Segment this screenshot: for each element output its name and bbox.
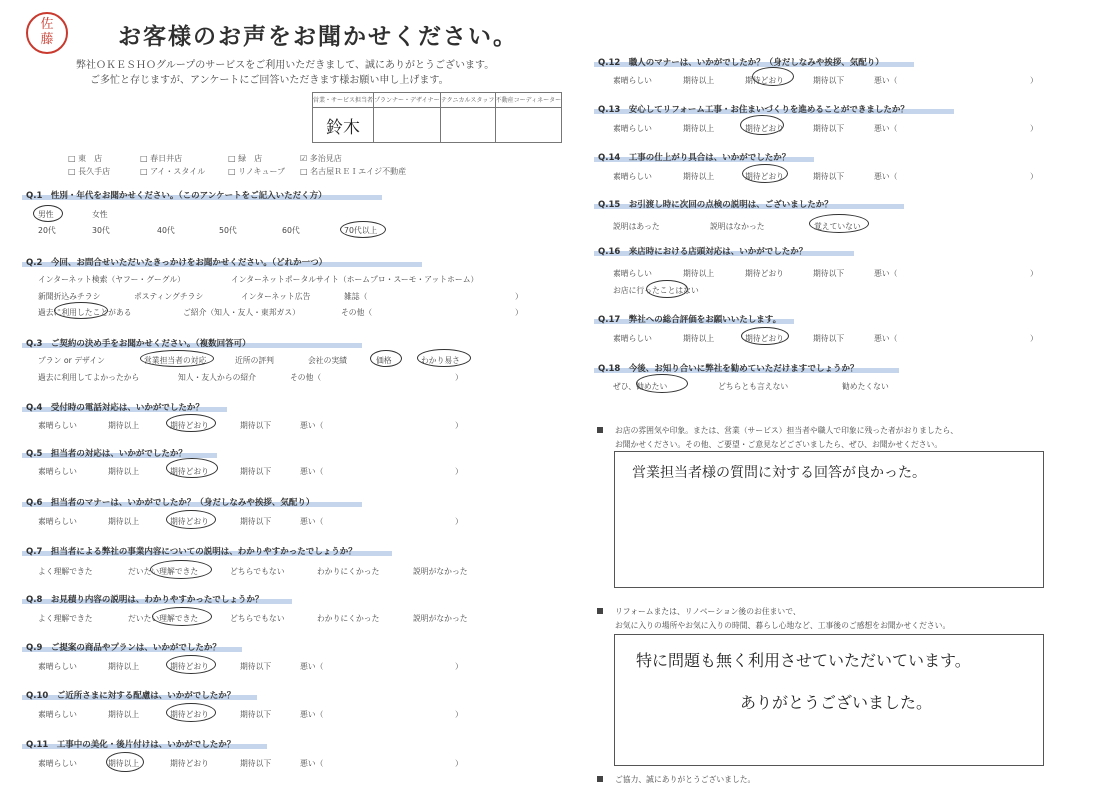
intro-line-2: ご多忙と存じますが、アンケートにご回答いただきます様お願い申し上げます。 — [90, 75, 449, 86]
answer-circle — [166, 703, 216, 722]
footer-thanks: ご協力、誠にありがとうございました。 — [615, 775, 756, 784]
store-option[interactable]: □ 名古屋ＲＥＩエイジ不動産 — [300, 167, 407, 176]
q12-option[interactable]: 期待以上 — [683, 76, 715, 85]
staff-sales-cell — [313, 108, 374, 143]
q14-option[interactable]: 期待どおり — [745, 172, 784, 181]
q17-option[interactable]: 期待以上 — [683, 334, 715, 343]
question-17: Q.17 弊社への総合評価をお願いいたします。 — [598, 315, 782, 325]
staff-header-technical: テクニカルスタッフ — [440, 93, 495, 108]
q15-option[interactable]: 説明はあった — [613, 222, 660, 231]
q12-bracket: ） — [1030, 76, 1038, 85]
q14-option[interactable]: 期待以下 — [813, 172, 845, 181]
comment1-prompt-2: お聞かせください。その他、ご要望・ご意見などございましたら、ぜひ、お聞かせください。 — [615, 440, 943, 449]
q7-option[interactable]: よく理解できた — [38, 567, 93, 576]
q4-option[interactable]: 期待以上 — [108, 421, 140, 430]
comment2-handwriting-2: ありがとうございました。 — [740, 693, 933, 712]
q7-option[interactable]: わかりにくかった — [317, 567, 380, 576]
question-4: Q.4 受付時の電話対応は、いかがでしたか？ — [26, 403, 204, 413]
q1-option[interactable]: 男性 — [38, 210, 54, 219]
q3-option[interactable]: 近所の評判 — [235, 356, 274, 365]
q2-option[interactable]: 雑誌（ — [344, 292, 368, 301]
q10-option[interactable]: 期待以上 — [108, 710, 140, 719]
answer-circle — [646, 280, 688, 298]
q12-option[interactable]: 素晴らしい — [613, 76, 652, 85]
q13-bracket: ） — [1030, 124, 1038, 133]
intro-line-1: 弊社ＯＫＥＳＨＯグループのサービスをご利用いただきまして、誠にありがとうございます。 — [76, 60, 495, 71]
answer-circle — [417, 349, 471, 367]
q5-option[interactable]: 悪い（ — [300, 467, 324, 476]
q11-option[interactable]: 期待以上 — [108, 759, 140, 768]
answer-circle — [106, 752, 144, 772]
q13-option[interactable]: 期待以下 — [813, 124, 845, 133]
answer-circle — [809, 214, 869, 233]
question-1: Q.1 性別・年代をお聞かせください。（このアンケートをご記入いただく方） — [26, 191, 327, 201]
answer-circle — [54, 302, 108, 319]
q9-option[interactable]: 悪い（ — [300, 662, 324, 671]
comment2-prompt-1: リフォームまたは、リノベーション後のお住まいで、 — [615, 607, 801, 616]
comment2-handwriting-1: 特に問題も無く利用させていただいています。 — [636, 651, 971, 670]
question-8: Q.8 お見積り内容の説明は、わかりやすかったでしょうか？ — [26, 595, 264, 605]
q4-option[interactable]: 悪い（ — [300, 421, 324, 430]
q3-option[interactable]: 営業担当者の対応 — [144, 356, 207, 365]
q6-option[interactable]: 素晴らしい — [38, 517, 77, 526]
section-bullet — [597, 427, 603, 433]
q13-option[interactable]: 素晴らしい — [613, 124, 652, 133]
q7-option[interactable]: 説明がなかった — [413, 567, 468, 576]
q2-option[interactable]: インターネットポータルサイト（ホームプロ・スーモ・アットホーム） — [231, 275, 479, 284]
q2-option[interactable]: その他（ — [341, 308, 373, 317]
q3-option[interactable]: 会社の実績 — [308, 356, 347, 365]
q2-option[interactable]: ご紹介（知人・友人・東邦ガス） — [183, 308, 300, 317]
q2-option[interactable]: インターネット広告 — [241, 292, 311, 301]
q7-option[interactable]: だいたい理解できた — [128, 567, 199, 576]
q3-option[interactable]: その他（ — [290, 373, 322, 382]
q2-option[interactable]: 新聞折込みチラシ — [38, 292, 101, 301]
question-2: Q.2 今回、お問合せいただいたきっかけをお聞かせください。（どれか一つ） — [26, 258, 328, 268]
q9-bracket: ） — [455, 662, 463, 671]
q8-option[interactable]: 説明がなかった — [413, 614, 468, 623]
question-11: Q.11 工事中の美化・後片付けは、いかがでしたか？ — [26, 740, 236, 750]
q2-option[interactable]: インターネット検索（ヤフー・グーグル） — [38, 275, 185, 284]
q12-option[interactable]: 悪い（ — [874, 76, 898, 85]
staff-header-planner: プランナー・デザイナー — [374, 93, 441, 108]
q14-option[interactable]: 悪い（ — [874, 172, 898, 181]
q1-option[interactable]: 40代 — [157, 226, 175, 235]
store-option[interactable]: □ 緑 店 — [228, 154, 263, 163]
staff-technical-cell — [440, 108, 495, 143]
store-option[interactable]: □ リノキューブ — [228, 167, 286, 176]
q4-option[interactable]: 期待どおり — [170, 421, 209, 430]
q2-option[interactable]: ポスティングチラシ — [134, 292, 204, 301]
q1-option[interactable]: 50代 — [219, 226, 237, 235]
staff-planner-cell — [374, 108, 441, 143]
answer-circle — [33, 205, 63, 222]
answer-circle — [752, 67, 794, 86]
q13-option[interactable]: 期待どおり — [745, 124, 784, 133]
store-option[interactable]: □ 長久手店 — [68, 167, 111, 176]
question-13: Q.13 安心してリフォーム工事・お住まいづくりを進めることができましたか？ — [598, 105, 909, 115]
q3-option[interactable]: 価格 — [376, 356, 392, 365]
q8-option[interactable]: どちらでもない — [230, 614, 285, 623]
q17-option[interactable]: 素晴らしい — [613, 334, 652, 343]
q4-bracket: ） — [455, 421, 463, 430]
q18-option[interactable]: ぜひ、勧めたい — [613, 382, 668, 391]
q16-option[interactable]: 悪い（ — [874, 269, 898, 278]
answer-circle — [166, 510, 216, 529]
q5-option[interactable]: 期待どおり — [170, 467, 209, 476]
answer-circle — [740, 115, 784, 135]
q16-option[interactable]: お店に行ったことはない — [613, 286, 699, 295]
comment1-handwriting: 営業担当者様の質問に対する回答が良かった。 — [632, 465, 926, 481]
q9-option[interactable]: 期待どおり — [170, 662, 209, 671]
question-3: Q.3 ご契約の決め手をお聞かせください。（複数回答可） — [26, 339, 251, 349]
section-bullet — [597, 608, 603, 614]
q10-option[interactable]: 悪い（ — [300, 710, 324, 719]
q11-option[interactable]: 悪い（ — [300, 759, 324, 768]
answer-circle — [370, 350, 402, 367]
q3-bracket: ） — [455, 373, 463, 382]
q8-option[interactable]: よく理解できた — [38, 614, 93, 623]
q2-option[interactable]: 過去に利用したことがある — [38, 308, 132, 317]
answer-circle — [636, 374, 688, 393]
q12-option[interactable]: 期待どおり — [745, 76, 784, 85]
q14-option[interactable]: 期待以上 — [683, 172, 715, 181]
question-16: Q.16 来店時における店頭対応は、いかがでしたか？ — [598, 247, 808, 257]
comment1-prompt-1: お店の雰囲気や印象。または、営業（サービス）担当者や職人で印象に残った者がおりましたら、 — [615, 426, 959, 435]
question-7: Q.7 担当者による弊社の事業内容についての説明は、わかりやすかったでしょうか？ — [26, 547, 357, 557]
q4-option[interactable]: 素晴らしい — [38, 421, 77, 430]
q16-option[interactable]: 素晴らしい — [613, 269, 652, 278]
page-title: お客様のお声をお聞かせください。 — [118, 24, 518, 50]
q9-option[interactable]: 期待以下 — [240, 662, 272, 671]
q6-bracket: ） — [455, 517, 463, 526]
q18-option[interactable]: 勧めたくない — [842, 382, 889, 391]
q6-option[interactable]: 期待どおり — [170, 517, 209, 526]
q16-option[interactable]: 期待以下 — [813, 269, 845, 278]
q17-option[interactable]: 悪い（ — [874, 334, 898, 343]
q16-option[interactable]: 期待以上 — [683, 269, 715, 278]
answer-circle — [166, 414, 216, 432]
question-6: Q.6 担当者のマナーは、いかがでしたか？（身だしなみや挨拶、気配り） — [26, 498, 315, 508]
q8-option[interactable]: わかりにくかった — [317, 614, 380, 623]
question-10: Q.10 ご近所さまに対する配慮は、いかがでしたか？ — [26, 691, 236, 701]
q12-option[interactable]: 期待以下 — [813, 76, 845, 85]
comment2-prompt-2: お気に入りの場所やお気に入りの時間、暮らし心地など、工事後のご感想をお聞かせください。 — [615, 621, 951, 630]
q11-option[interactable]: 期待以下 — [240, 759, 272, 768]
sales-name: 鈴木 — [326, 117, 360, 138]
staff-table — [312, 92, 562, 143]
q3-option[interactable]: 知人・友人からの紹介 — [178, 373, 256, 382]
q10-option[interactable]: 期待どおり — [170, 710, 209, 719]
q1-option[interactable]: 30代 — [92, 226, 110, 235]
question-14: Q.14 工事の仕上がり具合は、いかがでしたか？ — [598, 153, 791, 163]
section-bullet — [597, 776, 603, 782]
q4-option[interactable]: 期待以下 — [240, 421, 272, 430]
seal-char-2: 藤 — [40, 32, 54, 47]
answer-circle — [340, 221, 386, 238]
q10-option[interactable]: 素晴らしい — [38, 710, 77, 719]
answer-circle — [152, 607, 212, 626]
answer-circle — [140, 350, 214, 367]
q1-option[interactable]: 女性 — [92, 210, 108, 219]
question-18: Q.18 今後、お知り合いに弊社を勧めていただけますでしょうか？ — [598, 364, 859, 374]
answer-circle — [150, 560, 212, 579]
q6-option[interactable]: 悪い（ — [300, 517, 324, 526]
q3-option[interactable]: わかり易さ — [421, 356, 460, 365]
q11-option[interactable]: 素晴らしい — [38, 759, 77, 768]
q1-option[interactable]: 70代以上 — [344, 226, 378, 235]
store-option-checked[interactable]: ☑ 多治見店 — [300, 154, 342, 163]
store-option[interactable]: □ アイ・スタイル — [140, 167, 206, 176]
q13-option[interactable]: 期待以上 — [683, 124, 715, 133]
q8-option[interactable]: だいたい理解できた — [128, 614, 199, 623]
q13-option[interactable]: 悪い（ — [874, 124, 898, 133]
q15-option[interactable]: 覚えていない — [814, 222, 861, 231]
staff-header-realestate: 不動産コーディネーター — [495, 93, 562, 108]
q16-bracket: ） — [1030, 269, 1038, 278]
q1-option[interactable]: 20代 — [38, 226, 56, 235]
q10-option[interactable]: 期待以下 — [240, 710, 272, 719]
answer-circle — [166, 655, 216, 674]
q15-option[interactable]: 説明はなかった — [710, 222, 765, 231]
question-5: Q.5 担当者の対応は、いかがでしたか？ — [26, 449, 187, 459]
q6-option[interactable]: 期待以下 — [240, 517, 272, 526]
q17-option[interactable]: 期待以下 — [813, 334, 845, 343]
question-15: Q.15 お引渡し時に次回の点検の説明は、ございましたか？ — [598, 200, 833, 210]
q17-bracket: ） — [1030, 334, 1038, 343]
staff-header-sales: 営業・サービス担当者 — [313, 93, 374, 108]
q6-option[interactable]: 期待以上 — [108, 517, 140, 526]
question-9: Q.9 ご提案の商品やプランは、いかがでしたか？ — [26, 643, 221, 653]
q5-option[interactable]: 素晴らしい — [38, 467, 77, 476]
question-12: Q.12 職人のマナーは、いかがでしたか？（身だしなみや挨拶、気配り） — [598, 58, 884, 68]
q9-option[interactable]: 素晴らしい — [38, 662, 77, 671]
q18-option[interactable]: どちらとも言えない — [718, 382, 789, 391]
q10-bracket: ） — [455, 710, 463, 719]
answer-circle — [742, 164, 788, 183]
q11-option[interactable]: 期待どおり — [170, 759, 209, 768]
q9-option[interactable]: 期待以上 — [108, 662, 140, 671]
q5-option[interactable]: 期待以上 — [108, 467, 140, 476]
q17-option[interactable]: 期待どおり — [745, 334, 784, 343]
q5-option[interactable]: 期待以下 — [240, 467, 272, 476]
q2-bracket: ） — [515, 292, 523, 301]
store-option[interactable]: □ 春日井店 — [140, 154, 183, 163]
q3-option[interactable]: プラン or デザイン — [38, 356, 105, 365]
q7-option[interactable]: どちらでもない — [230, 567, 285, 576]
answer-circle — [166, 458, 218, 478]
seal-char-1: 佐 — [40, 17, 54, 32]
q14-option[interactable]: 素晴らしい — [613, 172, 652, 181]
staff-realestate-cell — [495, 108, 562, 143]
seal-stamp — [26, 12, 68, 54]
store-option[interactable]: □ 東 店 — [68, 154, 103, 163]
q16-option[interactable]: 期待どおり — [745, 269, 784, 278]
q5-bracket: ） — [455, 467, 463, 476]
q11-bracket: ） — [455, 759, 463, 768]
q14-bracket: ） — [1030, 172, 1038, 181]
q2-bracket: ） — [515, 308, 523, 317]
q3-option[interactable]: 過去に利用してよかったから — [38, 373, 140, 382]
q1-option[interactable]: 60代 — [282, 226, 300, 235]
answer-circle — [741, 327, 789, 345]
